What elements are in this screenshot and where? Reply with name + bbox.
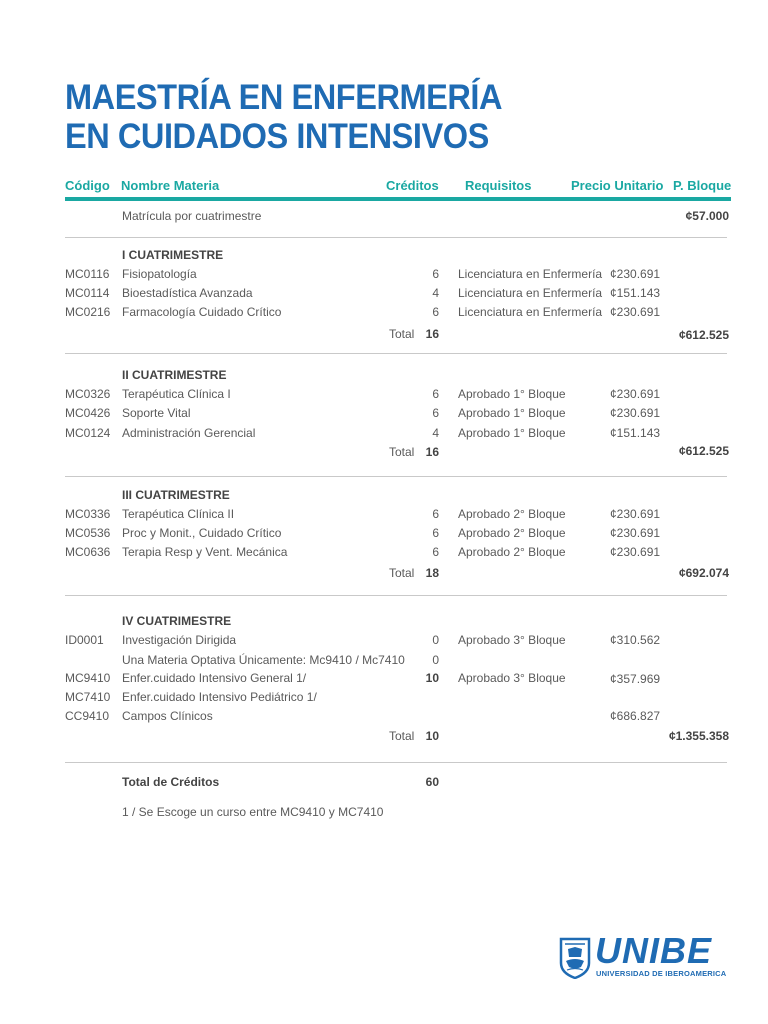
row-req: Aprobado 1° Bloque bbox=[458, 426, 566, 440]
row-code: MC0426 bbox=[65, 406, 111, 420]
page-title bbox=[65, 78, 502, 156]
row-code: MC0124 bbox=[65, 426, 111, 440]
row-credits: 6 bbox=[432, 406, 439, 420]
row-req: Aprobado 2° Bloque bbox=[458, 545, 566, 559]
header-bloque: P. Bloque bbox=[673, 178, 732, 193]
row-name: Administración Gerencial bbox=[122, 426, 256, 440]
total-label: Total bbox=[389, 445, 415, 459]
row-name: Enfer.cuidado Intensivo Pediátrico 1/ bbox=[122, 690, 317, 704]
row-price: ¢357.969 bbox=[610, 672, 661, 686]
row-code: MC0114 bbox=[65, 286, 110, 300]
row-code: MC0536 bbox=[65, 526, 111, 540]
section-heading: II CUATRIMESTRE bbox=[122, 368, 227, 382]
row-code: ID0001 bbox=[65, 633, 104, 647]
row-price: ¢230.691 bbox=[610, 526, 661, 540]
row-code: MC7410 bbox=[65, 690, 111, 704]
divider bbox=[65, 595, 727, 596]
row-price: ¢230.691 bbox=[610, 267, 661, 281]
logo-brand: UNIBE bbox=[595, 930, 713, 971]
row-name: Una Materia Optativa Únicamente: Mc9410 / Mc7410 bbox=[122, 653, 405, 667]
row-req: Aprobado 3° Bloque bbox=[458, 671, 566, 685]
footnote: 1 / Se Escoge un curso entre MC9410 y MC7410 bbox=[122, 805, 384, 819]
header-precio: Precio Unitario bbox=[571, 178, 664, 193]
row-code: MC0336 bbox=[65, 507, 111, 521]
logo-subtitle: UNIVERSIDAD DE IBEROAMERICA bbox=[596, 969, 727, 978]
total-label: Total bbox=[389, 729, 415, 743]
row-name: Investigación Dirigida bbox=[122, 633, 237, 647]
row-code: MC0216 bbox=[65, 305, 111, 319]
block-price: ¢1.355.358 bbox=[668, 729, 729, 743]
total-creditos-label: Total de Créditos bbox=[122, 775, 220, 789]
row-credits: 0 bbox=[432, 633, 439, 647]
section-heading: III CUATRIMESTRE bbox=[122, 488, 230, 502]
total-credits: 18 bbox=[425, 566, 439, 580]
row-price: ¢686.827 bbox=[610, 709, 661, 723]
row-name: Proc y Monit., Cuidado Crítico bbox=[122, 526, 282, 540]
row-req: Aprobado 2° Bloque bbox=[458, 507, 566, 521]
header-codigo: Código bbox=[65, 178, 110, 193]
row-req: Aprobado 3° Bloque bbox=[458, 633, 566, 647]
row-price: ¢230.691 bbox=[610, 406, 661, 420]
row-req: Licenciatura en Enfermería bbox=[458, 267, 603, 281]
row-req: Licenciatura en Enfermería bbox=[458, 305, 603, 319]
row-name: Terapéutica Clínica II bbox=[122, 507, 235, 521]
unibe-logo bbox=[559, 930, 739, 983]
header-requisitos: Requisitos bbox=[465, 178, 532, 193]
row-code: MC9410 bbox=[65, 671, 111, 685]
row-credits: 6 bbox=[432, 526, 439, 540]
block-price: ¢612.525 bbox=[678, 328, 729, 342]
row-credits: 6 bbox=[432, 387, 439, 401]
block-price: ¢692.074 bbox=[678, 566, 729, 580]
header-rule bbox=[65, 197, 731, 201]
row-credits: 10 bbox=[425, 671, 439, 685]
row-name: Soporte Vital bbox=[122, 406, 191, 420]
total-credits: 16 bbox=[425, 445, 439, 459]
row-price: ¢230.691 bbox=[610, 387, 661, 401]
row-price: ¢230.691 bbox=[610, 305, 661, 319]
total-credits: 10 bbox=[425, 729, 439, 743]
row-price: ¢151.143 bbox=[610, 286, 661, 300]
row-code: MC0116 bbox=[65, 267, 110, 281]
total-creditos-value: 60 bbox=[425, 775, 439, 789]
row-credits: 6 bbox=[432, 507, 439, 521]
matricula-label: Matrícula por cuatrimestre bbox=[122, 209, 262, 223]
row-name: Enfer.cuidado Intensivo General 1/ bbox=[122, 671, 307, 685]
row-credits: 0 bbox=[432, 653, 439, 667]
total-label: Total bbox=[389, 566, 415, 580]
row-code: MC0636 bbox=[65, 545, 111, 559]
row-price: ¢310.562 bbox=[610, 633, 661, 647]
divider bbox=[65, 353, 727, 354]
row-credits: 6 bbox=[432, 267, 439, 281]
row-name: Terapéutica Clínica I bbox=[122, 387, 231, 401]
row-name: Campos Clínicos bbox=[122, 709, 213, 723]
matricula-bloque: ¢57.000 bbox=[685, 209, 729, 223]
header-creditos: Créditos bbox=[386, 178, 439, 193]
shield-icon bbox=[559, 937, 591, 979]
header-nombre: Nombre Materia bbox=[121, 178, 220, 193]
total-credits: 16 bbox=[425, 327, 439, 341]
row-price: ¢151.143 bbox=[610, 426, 661, 440]
row-credits: 6 bbox=[432, 305, 439, 319]
row-name: Farmacología Cuidado Crítico bbox=[122, 305, 282, 319]
row-req: Aprobado 1° Bloque bbox=[458, 406, 566, 420]
total-label: Total bbox=[389, 327, 415, 341]
row-credits: 4 bbox=[432, 286, 439, 300]
row-credits: 6 bbox=[432, 545, 439, 559]
row-price: ¢230.691 bbox=[610, 507, 661, 521]
row-code: MC0326 bbox=[65, 387, 111, 401]
row-req: Licenciatura en Enfermería bbox=[458, 286, 603, 300]
section-heading: I CUATRIMESTRE bbox=[122, 248, 224, 262]
divider bbox=[65, 762, 727, 763]
row-name: Bioestadística Avanzada bbox=[122, 286, 253, 300]
section-heading: IV CUATRIMESTRE bbox=[122, 614, 232, 628]
row-req: Aprobado 2° Bloque bbox=[458, 526, 566, 540]
title-line-1: MAESTRÍA EN ENFERMERÍA bbox=[65, 78, 503, 117]
row-req: Aprobado 1° Bloque bbox=[458, 387, 566, 401]
row-name: Fisiopatología bbox=[122, 267, 197, 281]
divider bbox=[65, 476, 727, 477]
row-name: Terapia Resp y Vent. Mecánica bbox=[122, 545, 288, 559]
title-line-2: EN CUIDADOS INTENSIVOS bbox=[65, 117, 489, 156]
row-credits: 4 bbox=[432, 426, 439, 440]
row-code: CC9410 bbox=[65, 709, 110, 723]
block-price: ¢612.525 bbox=[678, 444, 729, 458]
divider bbox=[65, 237, 727, 238]
row-price: ¢230.691 bbox=[610, 545, 661, 559]
